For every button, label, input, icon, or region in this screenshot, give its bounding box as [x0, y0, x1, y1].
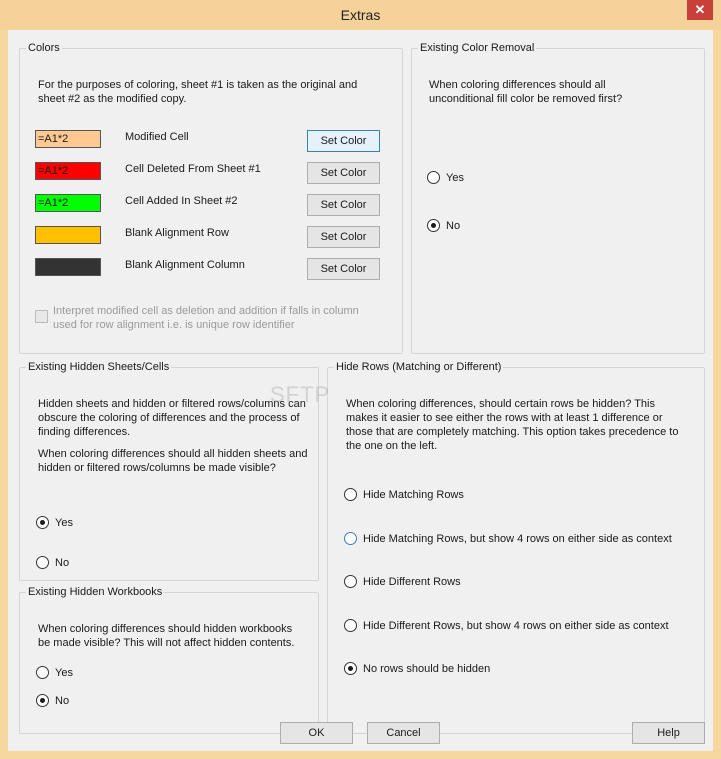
modified-cell-swatch: =A1*2: [35, 130, 101, 148]
color-removal-question: When coloring differences should all unconditional fill color be removed first?: [429, 79, 623, 105]
set-color-deleted-button[interactable]: Set Color: [307, 162, 380, 184]
hidden-workbooks-group: [19, 586, 319, 734]
modified-cell-label: Modified Cell: [125, 131, 189, 143]
hide-rows-description: When coloring differences, should certain rows be hidden? This makes it easier to see either the rows with at least 1 difference or those that are completely matching. This option takes precedence to the one on the left.: [346, 398, 679, 452]
no-rows-hidden-radio[interactable]: [344, 662, 357, 675]
color-removal-group: [411, 42, 705, 354]
radio-selected-dot: [40, 698, 45, 703]
radio-selected-dot: [348, 666, 353, 671]
color-removal-no-radio[interactable]: [427, 219, 440, 232]
row-alignment-checkbox-label: Interpret modified cell as deletion and addition if falls in column used for row alignment i.e. is unique row identifier: [53, 305, 359, 331]
ok-button[interactable]: OK: [280, 722, 353, 744]
blank-column-label: Blank Alignment Column: [125, 259, 245, 271]
hidden-workbooks-no-radio[interactable]: [36, 694, 49, 707]
hidden-workbooks-question: When coloring differences should hidden workbooks be made visible? This will not affect hidden contents.: [38, 623, 295, 649]
hidden-sheets-description: Hidden sheets and hidden or filtered rows/columns can obscure the coloring of differences and the process of finding differences.: [38, 398, 306, 438]
hidden-workbooks-legend: Existing Hidden Workbooks: [28, 586, 163, 598]
color-removal-no-label: No: [446, 220, 461, 232]
hidden-sheets-legend: Existing Hidden Sheets/Cells: [28, 361, 170, 373]
deleted-cell-label: Cell Deleted From Sheet #1: [125, 163, 261, 175]
colors-legend: Colors: [28, 42, 60, 54]
hide-different-rows-label: Hide Different Rows: [363, 576, 461, 588]
blank-row-swatch: [35, 226, 101, 244]
help-button[interactable]: Help: [632, 722, 705, 744]
hide-rows-legend: Hide Rows (Matching or Different): [336, 361, 502, 373]
added-cell-swatch: =A1*2: [35, 194, 101, 212]
hidden-sheets-yes-label: Yes: [55, 517, 73, 529]
hide-rows-group: [327, 361, 705, 734]
hide-matching-rows-label: Hide Matching Rows: [363, 489, 464, 501]
no-rows-hidden-label: No rows should be hidden: [363, 663, 491, 675]
row-alignment-checkbox[interactable]: [35, 310, 48, 323]
hide-matching-rows-context-radio[interactable]: [344, 532, 357, 545]
hidden-sheets-question: When coloring differences should all hidden sheets and hidden or filtered rows/columns be made visible?: [38, 448, 308, 474]
blank-row-label: Blank Alignment Row: [125, 227, 229, 239]
hidden-sheets-no-label: No: [55, 557, 70, 569]
cancel-button[interactable]: Cancel: [367, 722, 440, 744]
added-cell-label: Cell Added In Sheet #2: [125, 195, 238, 207]
radio-selected-dot: [431, 223, 436, 228]
title-bar: [0, 0, 721, 30]
set-color-blank-row-button[interactable]: Set Color: [307, 226, 380, 248]
hidden-workbooks-no-label: No: [55, 695, 70, 707]
set-color-modified-button[interactable]: Set Color: [307, 130, 380, 152]
color-removal-yes-label: Yes: [446, 172, 464, 184]
colors-group: [19, 42, 403, 354]
colors-description: For the purposes of coloring, sheet #1 is taken as the original and sheet #2 as the modified copy.: [38, 79, 358, 105]
color-removal-legend: Existing Color Removal: [420, 42, 535, 54]
hide-different-rows-radio[interactable]: [344, 575, 357, 588]
close-icon[interactable]: ✕: [687, 0, 713, 20]
hide-different-rows-context-label: Hide Different Rows, but show 4 rows on either side as context: [363, 620, 669, 632]
watermark: SFTP: [270, 382, 331, 407]
dialog-body: [8, 30, 713, 751]
color-removal-yes-radio[interactable]: [427, 171, 440, 184]
hidden-sheets-no-radio[interactable]: [36, 556, 49, 569]
hidden-sheets-yes-radio[interactable]: [36, 516, 49, 529]
hidden-workbooks-yes-label: Yes: [55, 667, 73, 679]
set-color-blank-column-button[interactable]: Set Color: [307, 258, 380, 280]
window-title: Extras: [340, 7, 381, 23]
radio-selected-dot: [40, 520, 45, 525]
hide-matching-rows-context-label: Hide Matching Rows, but show 4 rows on either side as context: [363, 533, 672, 545]
deleted-cell-swatch: =A1*2: [35, 162, 101, 180]
blank-column-swatch: [35, 258, 101, 276]
hidden-workbooks-yes-radio[interactable]: [36, 666, 49, 679]
hide-different-rows-context-radio[interactable]: [344, 619, 357, 632]
set-color-added-button[interactable]: Set Color: [307, 194, 380, 216]
hide-matching-rows-radio[interactable]: [344, 488, 357, 501]
